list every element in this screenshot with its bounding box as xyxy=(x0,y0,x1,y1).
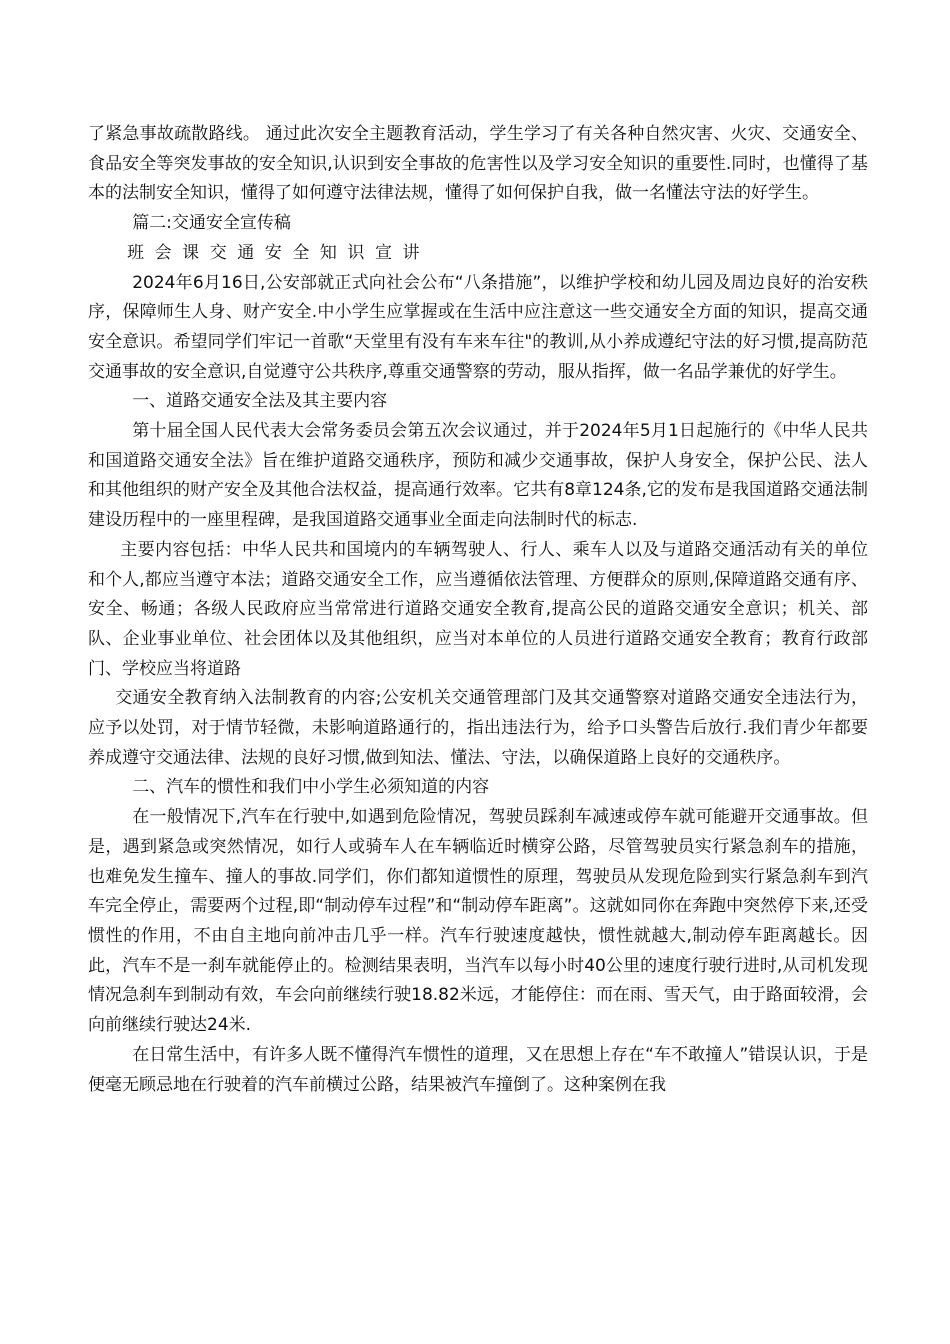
document-title: 班会课交通安全知识宣讲 xyxy=(127,242,431,263)
paragraph-intro: 2024年6月16日,公安部就正式向社会公布“八条措施”，以维护学校和幼儿园及周边良好的治安秩序，保障师生人身、财产安全.中小学生应掌握或在生活中应注意这一些交通安全方面的知识，提高交通安全意识。希望同学们牢记一首歌“天堂里有没有车来车往"的教训,从小养成遵纪守法的好习惯,提高防范交通事故的安全意识,自觉遵守公共秩序,尊重交通警察的劳动，服从指挥，做一名品学兼优的好学生。 xyxy=(88,272,868,382)
paragraph-inertia: 在一般情况下,汽车在行驶中,如遇到危险情况，驾驶员踩刹车减速或停车就可能避开交通事故。但是，遇到紧急或突然情况，如行人或骑车人在车辆临近时横穿公路，尽管驾驶员实行紧急刹车的措施，也难免发生撞车、撞人的事故.同学们，你们都知道惯性的原理，驾驶员从发现危险到实行紧急刹车到汽车完全停止，需要两个过程,即“制动停车过程”和“制动停车距离”。这就如同你在奔跑中突然停下来,还受惯性的作用，不由自主地向前冲击几乎一样。汽车行驶速度越快，惯性就越大,制动停车距离越长。因此，汽车不是一刹车就能停止的。检测结果表明，当汽车以每小时40公里的速度行驶行进时,从司机发现情况急刹车到制动有效，车会向前继续行驶18.82米远，才能停住：而在雨、雪天气，由于路面较滑，会向前继续行驶达24米. xyxy=(88,807,868,1036)
paragraph-main-content: 主要内容包括：中华人民共和国境内的车辆驾驶人、行人、乘车人以及与道路交通活动有关的单位和个人,都应当遵守本法；道路交通安全工作，应当遵循依法管理、方便群众的原则,保障道路交通有序、安全、畅通；各级人民政府应当常常进行道路交通安全教育,提高公民的道路交通安全意识；机关、部队、企业事业单位、社会团体以及其他组织，应当对本单位的人员进行道路交通安全教育；教育行政部门、学校应当将道路 xyxy=(88,539,868,679)
paragraph-daily-life: 在日常生活中，有许多人既不懂得汽车惯性的道理，又在思想上存在“车不敢撞人”错误认识，于是便毫无顾忌地在行驶着的汽车前横过公路，结果被汽车撞倒了。这种案例在我 xyxy=(88,1044,868,1095)
paragraph-traffic-law: 第十届全国人民代表大会常务委员会第五次会议通过，并于2024年5月1日起施行的《中华人民共和国道路交通安全法》旨在维护道路交通秩序，预防和减少交通事故，保护人身安全，保护公民、法人和其他组织的财产安全及其他合法权益，提高通行效率。它共有8章124条,它的发布是我国道路交通法制建设历程中的一座里程碑，是我国道路交通事业全面走向法制时代的标志. xyxy=(88,421,868,531)
paragraph-enforcement: 交通安全教育纳入法制教育的内容;公安机关交通管理部门及其交通警察对道路交通安全违法行为，应予以处罚，对于情节轻微，未影响道路通行的，指出违法行为，给予口头警告后放行.我们青少年都要养成遵守交通法律、法规的良好习惯,做到知法、懂法、守法，以确保道路上良好的交通秩序。 xyxy=(88,688,868,768)
section-heading-part-two: 篇二:交通安全宣传稿 xyxy=(132,213,291,234)
document-page xyxy=(88,120,868,1100)
heading-traffic-law: 一、道路交通安全法及其主要内容 xyxy=(132,391,388,412)
paragraph-emergency-summary: 了紧急事故疏散路线。 通过此次安全主题教育活动，学生学习了有关各种自然灾害、火灾、交通安全、食品安全等突发事故的安全知识,认识到安全事故的危害性以及学习安全知识的重要性.同时，也懂得了基本的法制安全知识，懂得了如何遵守法律法规，懂得了如何保护自我，做一名懂法守法的好学生。 xyxy=(88,124,868,204)
heading-vehicle-inertia: 二、汽车的惯性和我们中小学生必须知道的内容 xyxy=(132,777,490,798)
